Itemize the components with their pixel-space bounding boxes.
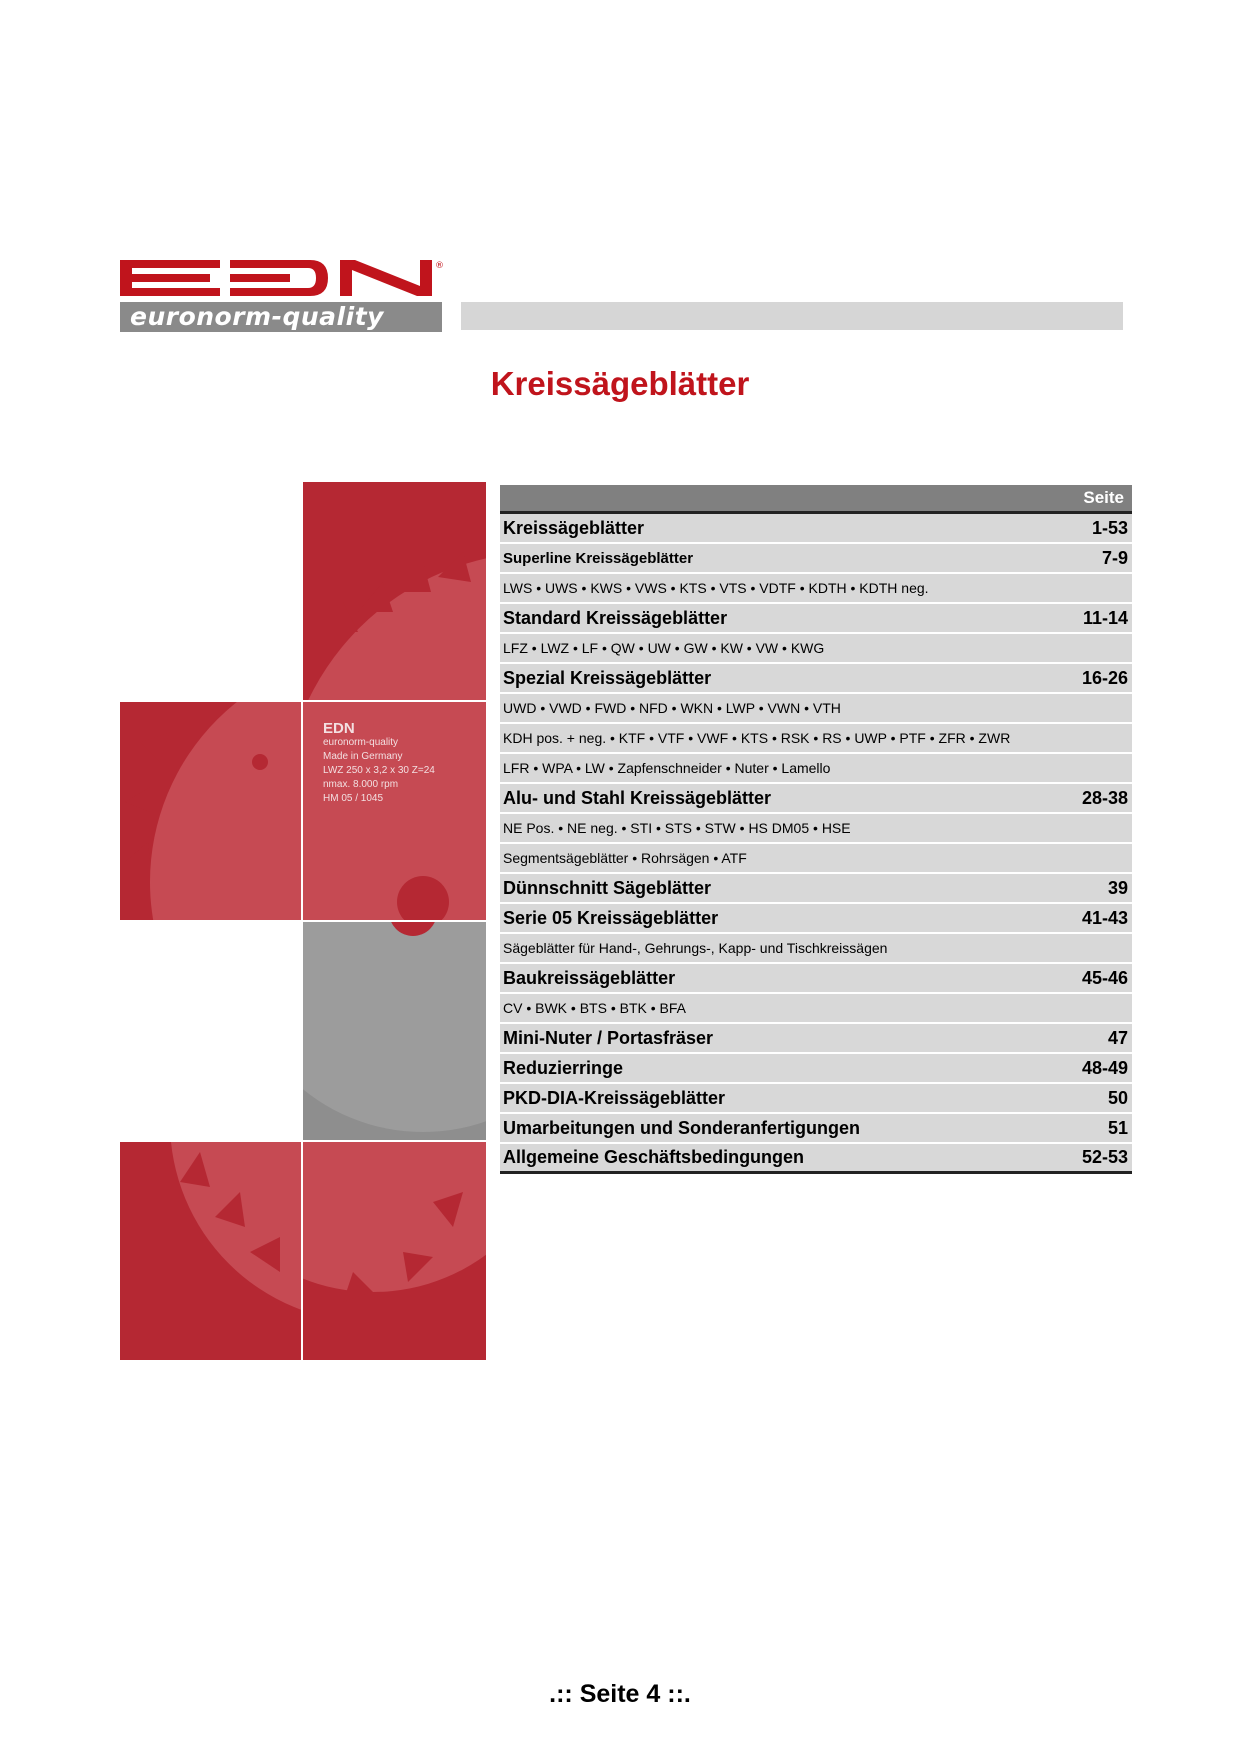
table-row (500, 1024, 1132, 1054)
collage-tile (303, 482, 486, 700)
row-page: 45-46 (1081, 967, 1128, 988)
row-label: LWS • UWS • KWS • VWS • KTS • VTS • VDTF • KDTH • KDTH neg. (503, 580, 929, 596)
row-label: LFZ • LWZ • LF • QW • UW • GW • KW • VW • KWG (503, 640, 825, 656)
table-row (500, 694, 1132, 724)
row-page: 51 (1107, 1117, 1128, 1138)
row-label: Baukreissägeblätter (503, 967, 676, 988)
blade-label-line: Made in Germany (323, 751, 403, 762)
page-number: .:: Seite 4 ::. (549, 1680, 691, 1708)
row-label: Superline Kreissägeblätter (503, 549, 694, 567)
row-label: Spezial Kreissägeblätter (503, 667, 712, 688)
header-stripe (461, 302, 1123, 330)
table-row (500, 994, 1132, 1024)
table-row (500, 634, 1132, 664)
row-label: KDH pos. + neg. • KTF • VTF • VWF • KTS • RSK • RS • UWP • PTF • ZFR • ZWR (503, 730, 1011, 746)
edn-logo (120, 258, 460, 338)
table-row (500, 754, 1132, 784)
row-label: Mini-Nuter / Portasfräser (503, 1027, 714, 1048)
row-label: Umarbeitungen und Sonderanfertigungen (503, 1117, 861, 1138)
blade-label-line: euronorm-quality (323, 737, 399, 748)
row-label: Sägeblätter für Hand-, Gehrungs-, Kapp- und Tischkreissägen (503, 940, 888, 956)
row-page: 39 (1107, 877, 1128, 898)
collage-tile (303, 1142, 486, 1360)
blade-brand: EDN (323, 720, 355, 737)
svg-text:®: ® (435, 261, 444, 271)
table-row (500, 1084, 1132, 1114)
table-row (500, 574, 1132, 604)
contents-table (500, 485, 1132, 1174)
row-page: 47 (1107, 1027, 1128, 1048)
saw-blade-image (303, 1142, 486, 1360)
row-label: LFR • WPA • LW • Zapfenschneider • Nuter • Lamello (503, 760, 831, 776)
row-page: 7-9 (1101, 547, 1128, 568)
table-row (500, 904, 1132, 934)
collage-tile (303, 922, 486, 1140)
table-body (500, 514, 1132, 1174)
row-page: 16-26 (1081, 667, 1128, 688)
row-label: Kreissägeblätter (503, 517, 645, 538)
table-row (500, 604, 1132, 634)
table-row (500, 724, 1132, 754)
table-row (500, 544, 1132, 574)
table-row (500, 814, 1132, 844)
table-row (500, 964, 1132, 994)
row-label: Alu- und Stahl Kreissägeblätter (503, 787, 772, 808)
row-label: Serie 05 Kreissägeblätter (503, 907, 719, 928)
collage-tile (120, 702, 301, 920)
row-label: UWD • VWD • FWD • NFD • WKN • LWP • VWN • VTH (503, 700, 841, 716)
row-page: 48-49 (1081, 1057, 1128, 1078)
edn-logo-mark (120, 258, 460, 298)
row-label: PKD-DIA-Kreissägeblätter (503, 1087, 726, 1108)
blade-label-line: nmax. 8.000 rpm (323, 779, 399, 790)
blade-label-line: LWZ 250 x 3,2 x 30 Z=24 (323, 765, 435, 776)
row-page: 52-53 (1081, 1147, 1128, 1167)
table-row (500, 934, 1132, 964)
table-row (500, 514, 1132, 544)
table-row (500, 1054, 1132, 1084)
row-label: Dünnschnitt Sägeblätter (503, 877, 712, 898)
saw-blade-image (120, 702, 301, 920)
table-row (500, 844, 1132, 874)
row-label: Standard Kreissägeblätter (503, 607, 728, 628)
table-header-page: Seite (500, 485, 1132, 514)
saw-blade-collage (120, 482, 488, 1372)
row-page: 1-53 (1091, 517, 1128, 538)
table-row (500, 1144, 1132, 1174)
table-row (500, 1114, 1132, 1144)
page-title: Kreissägeblätter (490, 365, 750, 402)
collage-tile (303, 702, 486, 920)
table-row (500, 874, 1132, 904)
saw-blade-image (303, 922, 486, 1140)
table-row (500, 784, 1132, 814)
row-page: 41-43 (1081, 907, 1128, 928)
collage-tile (120, 1142, 301, 1360)
row-label: Allgemeine Geschäftsbedingungen (503, 1147, 805, 1167)
table-row (500, 664, 1132, 694)
row-label: NE Pos. • NE neg. • STI • STS • STW • HS DM05 • HSE (503, 820, 851, 836)
row-label: Reduzierringe (503, 1057, 624, 1078)
row-label: Segmentsägeblätter • Rohrsägen • ATF (503, 850, 747, 866)
blade-label-line: HM 05 / 1045 (323, 793, 384, 804)
saw-blade-image (120, 1142, 301, 1360)
row-page: 11-14 (1082, 607, 1128, 628)
saw-blade-image (303, 482, 486, 700)
row-page: 28-38 (1081, 787, 1128, 808)
logo-tagline: euronorm-quality (120, 302, 442, 332)
row-label: CV • BWK • BTS • BTK • BFA (503, 1000, 686, 1016)
row-page: 50 (1107, 1087, 1128, 1108)
